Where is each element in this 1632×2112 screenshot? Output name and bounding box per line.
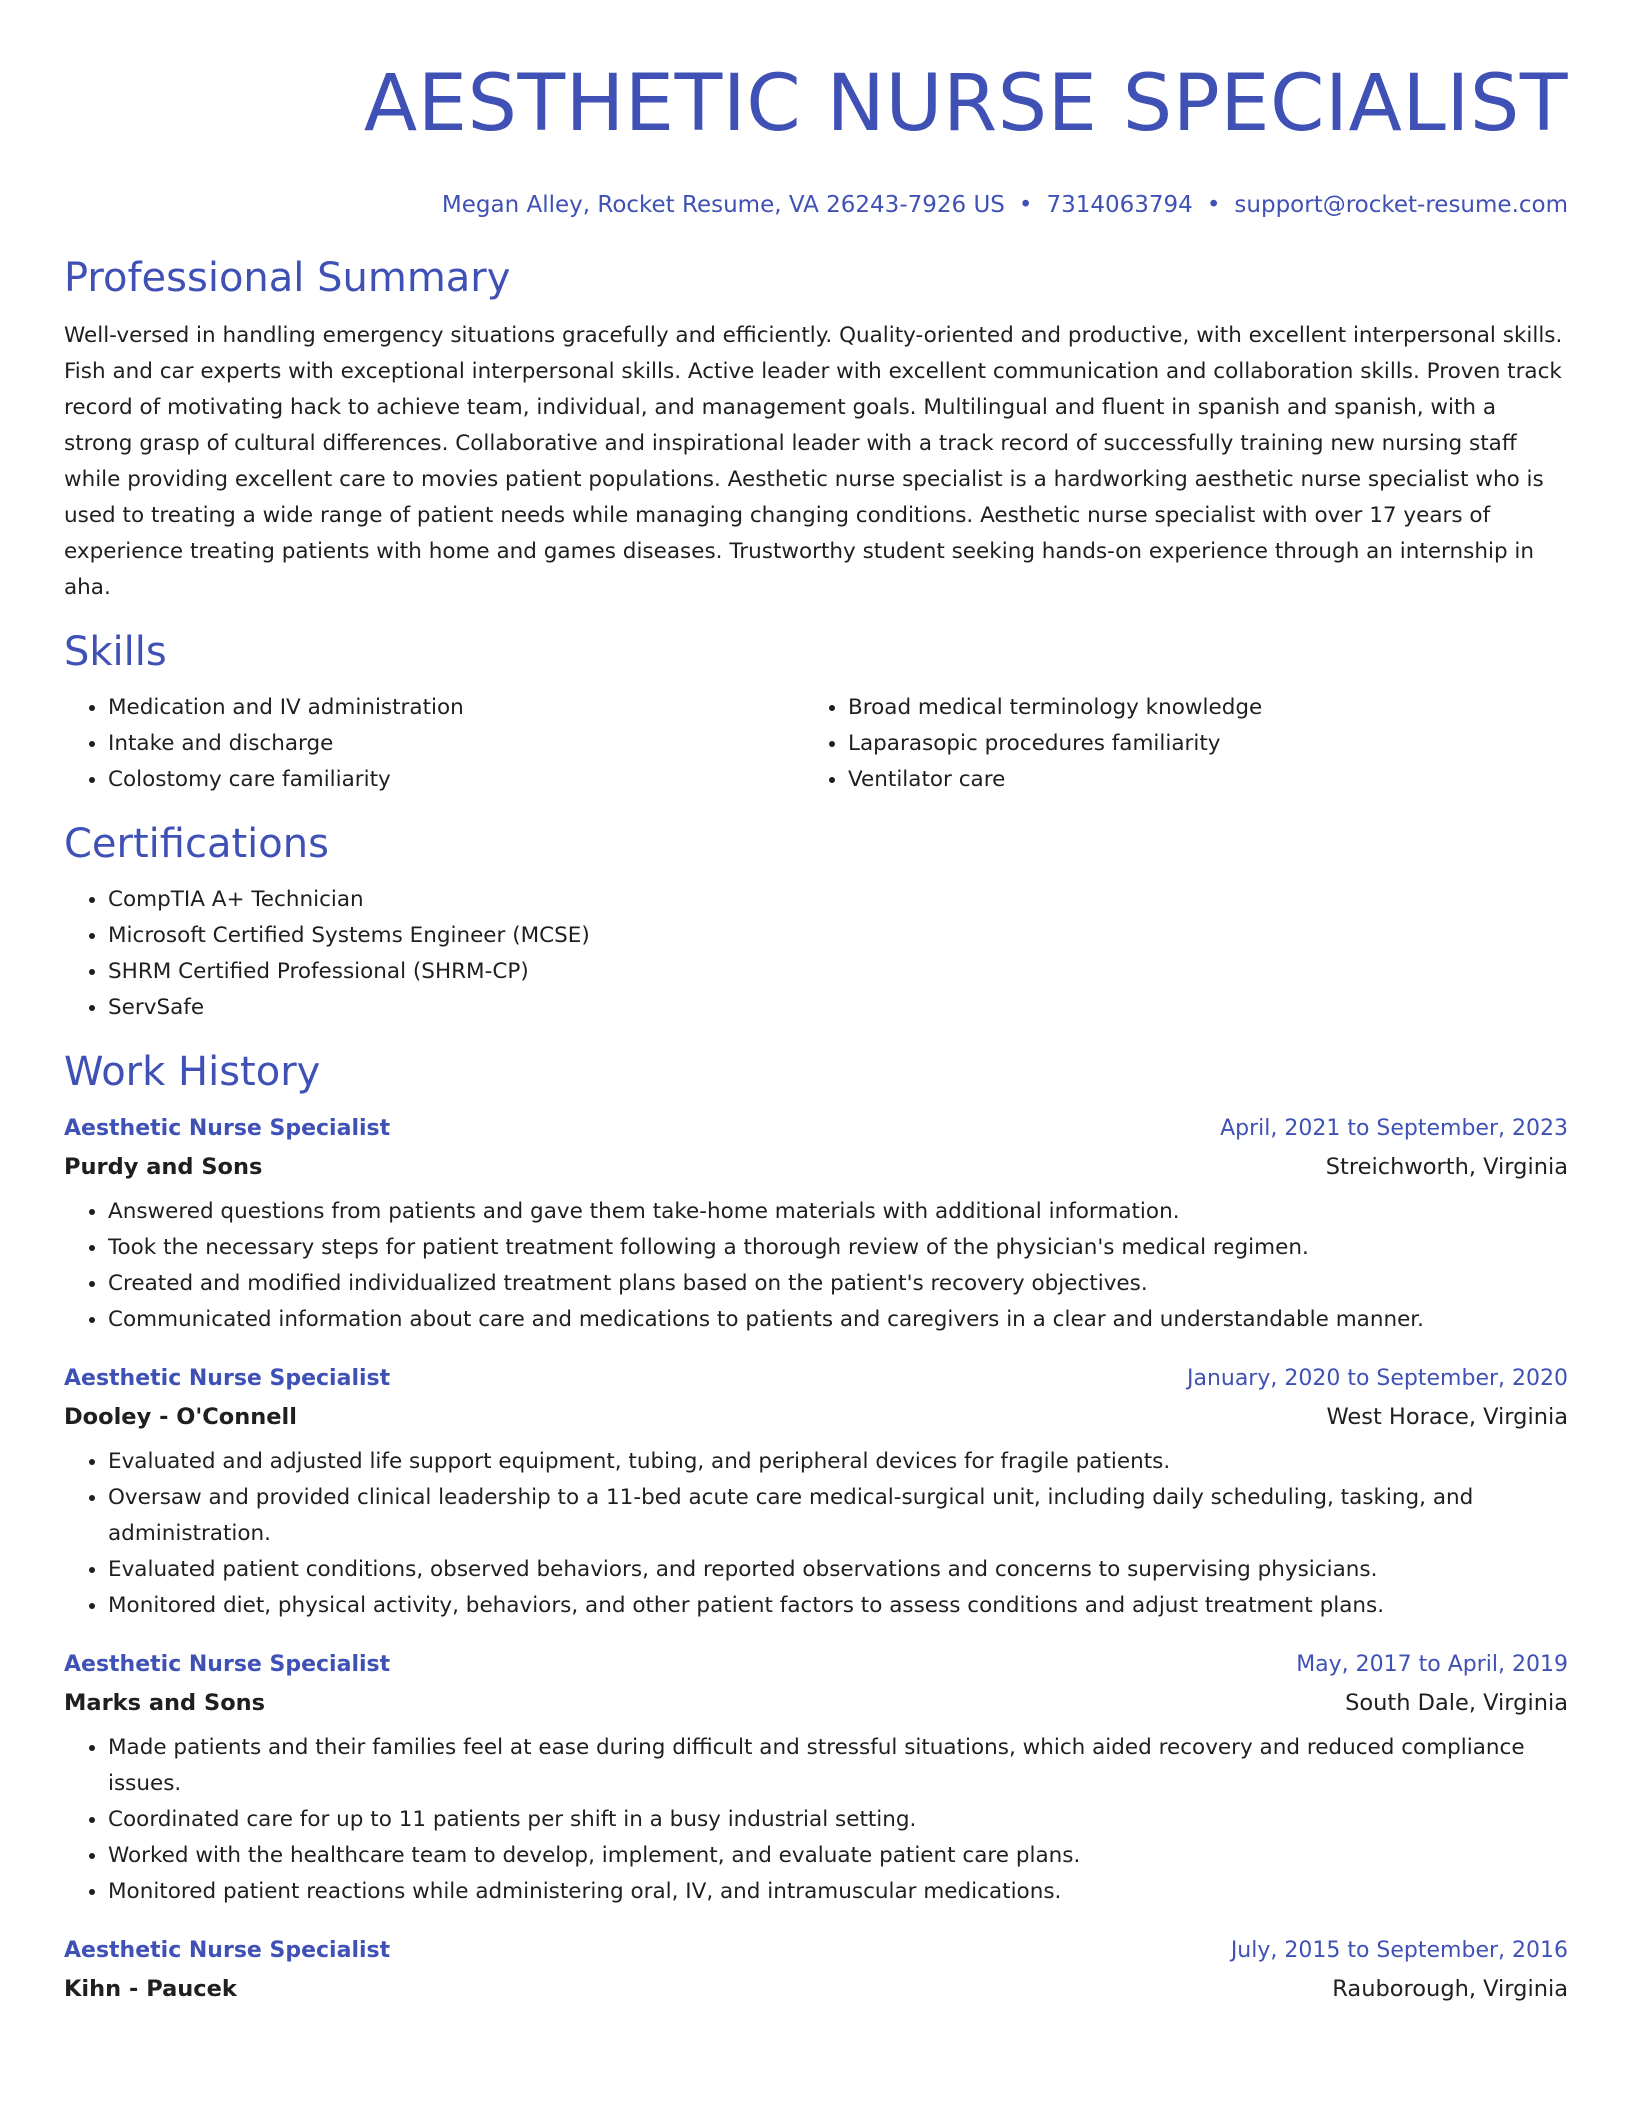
job-duty: • Made patients and their families feel at ease during difficult and stressful situations, which aided recovery and reduced compliance issues. [108, 1730, 1568, 1802]
certifications-heading: Certifications [64, 821, 329, 867]
job-location: Streichworth, Virginia [1325, 1154, 1568, 1180]
contact-address: Megan Alley, Rocket Resume, VA 26243-7926 US [441, 192, 1005, 218]
contact-phone: 7314063794 [1046, 192, 1193, 218]
job-header-row [64, 1650, 1568, 1680]
job-dates: January, 2020 to September, 2020 [1186, 1366, 1568, 1391]
certification-item: • Microsoft Certified Systems Engineer (MCSE) [108, 918, 1568, 954]
job-duty: • Communicated information about care and medications to patients and caregivers in a clear and understandable manner. [108, 1302, 1568, 1338]
skills-grid [64, 690, 1568, 798]
job-duties-list [64, 1444, 1568, 1624]
skills-list-left [64, 690, 804, 798]
job-title: Aesthetic Nurse Specialist [64, 1938, 391, 1963]
job-title: Aesthetic Nurse Specialist [64, 1366, 391, 1391]
work-history-heading: Work History [64, 1049, 321, 1095]
job-entry [64, 1364, 1568, 1624]
job-duty: • Coordinated care for up to 11 patients per shift in a busy industrial setting. [108, 1802, 1568, 1838]
contact-line [64, 190, 1568, 220]
skill-item: • Broad medical terminology knowledge [848, 690, 1568, 726]
job-duty: • Oversaw and provided clinical leadership to a 11-bed acute care medical-surgical unit, including daily scheduling, tasking, and administration. [108, 1480, 1568, 1552]
job-duties-list [64, 1730, 1568, 1910]
job-duty: • Answered questions from patients and gave them take-home materials with additional information. [108, 1194, 1568, 1230]
skill-item: • Colostomy care familiarity [108, 762, 804, 798]
job-company-row [64, 1402, 1568, 1432]
job-dates: April, 2021 to September, 2023 [1220, 1116, 1568, 1141]
job-company: Marks and Sons [64, 1690, 266, 1716]
contact-email[interactable]: support@rocket-resume.com [1234, 192, 1568, 218]
job-company: Purdy and Sons [64, 1154, 263, 1180]
job-location: West Horace, Virginia [1326, 1404, 1568, 1430]
skills-heading: Skills [64, 629, 167, 675]
certification-item: • CompTIA A+ Technician [108, 882, 1568, 918]
skill-item: • Intake and discharge [108, 726, 804, 762]
job-dates: May, 2017 to April, 2019 [1296, 1652, 1568, 1677]
job-header-row [64, 1114, 1568, 1144]
job-duty: • Evaluated and adjusted life support equipment, tubing, and peripheral devices for fragile patients. [108, 1444, 1568, 1480]
job-duty: • Monitored patient reactions while administering oral, IV, and intramuscular medications. [108, 1874, 1568, 1910]
summary-section [64, 254, 1568, 606]
job-entry [64, 1650, 1568, 1910]
resume-header [64, 54, 1568, 220]
job-header-row [64, 1364, 1568, 1394]
job-company: Dooley - O'Connell [64, 1404, 297, 1430]
skill-item: • Ventilator care [848, 762, 1568, 798]
contact-separator: • [1206, 192, 1221, 218]
job-entry [64, 1936, 1568, 2004]
job-company: Kihn - Paucek [64, 1976, 237, 2002]
certification-item: • ServSafe [108, 990, 1568, 1026]
job-duty: • Created and modified individualized treatment plans based on the patient's recovery objectives. [108, 1266, 1568, 1302]
work-history-section [64, 1048, 1568, 2004]
job-duty: • Monitored diet, physical activity, behaviors, and other patient factors to assess conditions and adjust treatment plans. [108, 1588, 1568, 1624]
contact-separator: • [1018, 192, 1033, 218]
summary-heading: Professional Summary [64, 255, 511, 301]
job-duty: • Evaluated patient conditions, observed behaviors, and reported observations and concerns to supervising physicians. [108, 1552, 1568, 1588]
job-company-row [64, 1152, 1568, 1182]
job-title: Aesthetic Nurse Specialist [64, 1116, 391, 1141]
job-header-row [64, 1936, 1568, 1966]
skills-list-right [804, 690, 1568, 798]
certifications-section [64, 820, 1568, 1026]
certification-item: • SHRM Certified Professional (SHRM-CP) [108, 954, 1568, 990]
job-company-row [64, 1974, 1568, 2004]
job-company-row [64, 1688, 1568, 1718]
job-location: Rauborough, Virginia [1332, 1976, 1568, 2002]
job-dates: July, 2015 to September, 2016 [1230, 1938, 1568, 1963]
job-duties-list [64, 1194, 1568, 1338]
skills-section [64, 628, 1568, 798]
job-location: South Dale, Virginia [1345, 1690, 1568, 1716]
job-title: Aesthetic Nurse Specialist [64, 1652, 391, 1677]
certifications-list [64, 882, 1568, 1026]
job-duty: • Took the necessary steps for patient treatment following a thorough review of the physician's medical regimen. [108, 1230, 1568, 1266]
summary-text: Well-versed in handling emergency situations gracefully and efficiently. Quality-oriented and productive, with excellent interpersonal skills. Fish and car experts with exceptional interpersonal skills. Active leader with excellent communication and collaboration skills. Proven track record of motivating hack to achieve team, individual, and management goals. Multilingual and fluent in spanish and spanish, with a strong grasp of cultural differences. Collaborative and inspirational leader with a track record of successfully training new nursing staff while providing excellent care to movies patient populations. Aesthetic nurse specialist is a hardworking aesthetic nurse specialist who is used to treating a wide range of patient needs while managing changing conditions. Aesthetic nurse specialist with over 17 years of experience treating patients with home and games diseases. Trustworthy student seeking hands-on experience through an internship in aha. [64, 323, 1563, 600]
skill-item: • Laparasopic procedures familiarity [848, 726, 1568, 762]
skill-item: • Medication and IV administration [108, 690, 804, 726]
resume-title: AESTHETIC NURSE SPECIALIST [363, 59, 1568, 149]
job-entry [64, 1114, 1568, 1338]
job-duty: • Worked with the healthcare team to develop, implement, and evaluate patient care plans. [108, 1838, 1568, 1874]
